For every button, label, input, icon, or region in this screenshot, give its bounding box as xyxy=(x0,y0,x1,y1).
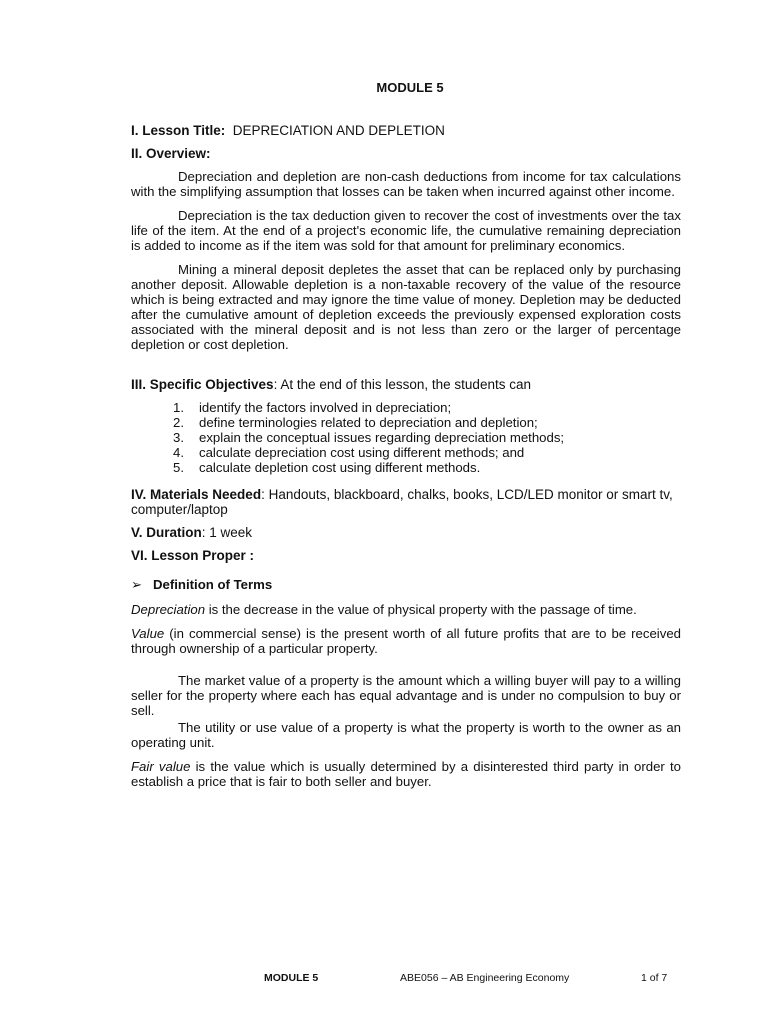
module-title: MODULE 5 xyxy=(376,80,444,95)
duration-line xyxy=(131,525,681,540)
arrow-bullet-icon: ➢ xyxy=(131,577,143,592)
list-item: 5. calculate depletion cost using different methods. xyxy=(173,460,481,475)
fair-value-definition: Fair value is the value which is usually determined by a disinterested third party in order to establish a price that is fair to both seller and buyer. xyxy=(131,759,681,789)
list-item: 2. define terminologies related to depreciation and depletion; xyxy=(173,415,538,430)
duration-value: : 1 week xyxy=(201,525,253,540)
document-body xyxy=(131,123,681,798)
market-value-paragraph: The market value of a property is the amount which a willing buyer will pay to a willing seller for the property where each has equal advantage and is under no compulsion to buy or sell. xyxy=(131,673,681,718)
lesson-title-value: DEPRECIATION AND DEPLETION xyxy=(232,123,445,138)
list-item: 3. explain the conceptual issues regarding depreciation methods; xyxy=(173,430,565,445)
objectives-label: III. Specific Objectives xyxy=(131,377,274,392)
overview-paragraph-1: Depreciation and depletion are non-cash deductions from income for tax calculations with the simplifying assumption that losses can be taken when incurred against other income. xyxy=(131,169,681,199)
objectives-list xyxy=(131,400,681,475)
footer-page-number: 1 of 7 xyxy=(641,972,668,984)
lesson-title-label: I. Lesson Title xyxy=(131,123,221,138)
use-value-paragraph: The utility or use value of a property is what the property is worth to the owner as an operating unit. xyxy=(131,720,681,750)
materials-label: IV. Materials Needed xyxy=(131,487,262,502)
value-definition: Value (in commercial sense) is the present worth of all future profits that are to be received through ownership of a particular property. xyxy=(131,626,681,656)
overview-paragraph-3: Mining a mineral deposit depletes the asset that can be replaced only by purchasing another deposit. Allowable depletion is a non-taxable recovery of the value of the resource which is being extracted and may ignore the time value of money. Depletion may be deducted after the cumulative amount of depletion exceeds the previously expensed exploration costs associated with the mineral deposit and is not less than zero or the larger of percentage depletion or cost depletion. xyxy=(131,262,681,352)
overview-heading: II. Overview: xyxy=(131,146,211,161)
definition-of-terms-heading: ➢ Definition of Terms xyxy=(131,577,273,592)
objectives-intro: : At the end of this lesson, the students can xyxy=(273,377,531,392)
lesson-title-line: I. Lesson Title: DEPRECIATION AND DEPLETION xyxy=(131,123,445,138)
depreciation-definition: Depreciation is the decrease in the value of physical property with the passage of time. xyxy=(131,602,637,617)
materials-line xyxy=(131,487,681,517)
footer-module: MODULE 5 xyxy=(264,972,319,984)
duration-label: V. Duration xyxy=(131,525,202,540)
materials-value: : Handouts, blackboard, chalks, books, LCD/LED monitor or smart tv, computer/laptop xyxy=(131,487,673,517)
footer-course: ABE056 – AB Engineering Economy xyxy=(400,972,570,984)
list-item: 1. identify the factors involved in depreciation; xyxy=(173,400,452,415)
list-item: 4. calculate depreciation cost using different methods; and xyxy=(173,445,525,460)
lesson-proper-heading: VI. Lesson Proper : xyxy=(131,548,255,563)
objectives-heading xyxy=(131,377,681,392)
overview-paragraph-2: Depreciation is the tax deduction given to recover the cost of investments over the tax life of the item. At the end of a project's economic life, the cumulative remaining depreciation is added to income as if the item was sold for that amount for preliminary economics. xyxy=(131,208,681,253)
